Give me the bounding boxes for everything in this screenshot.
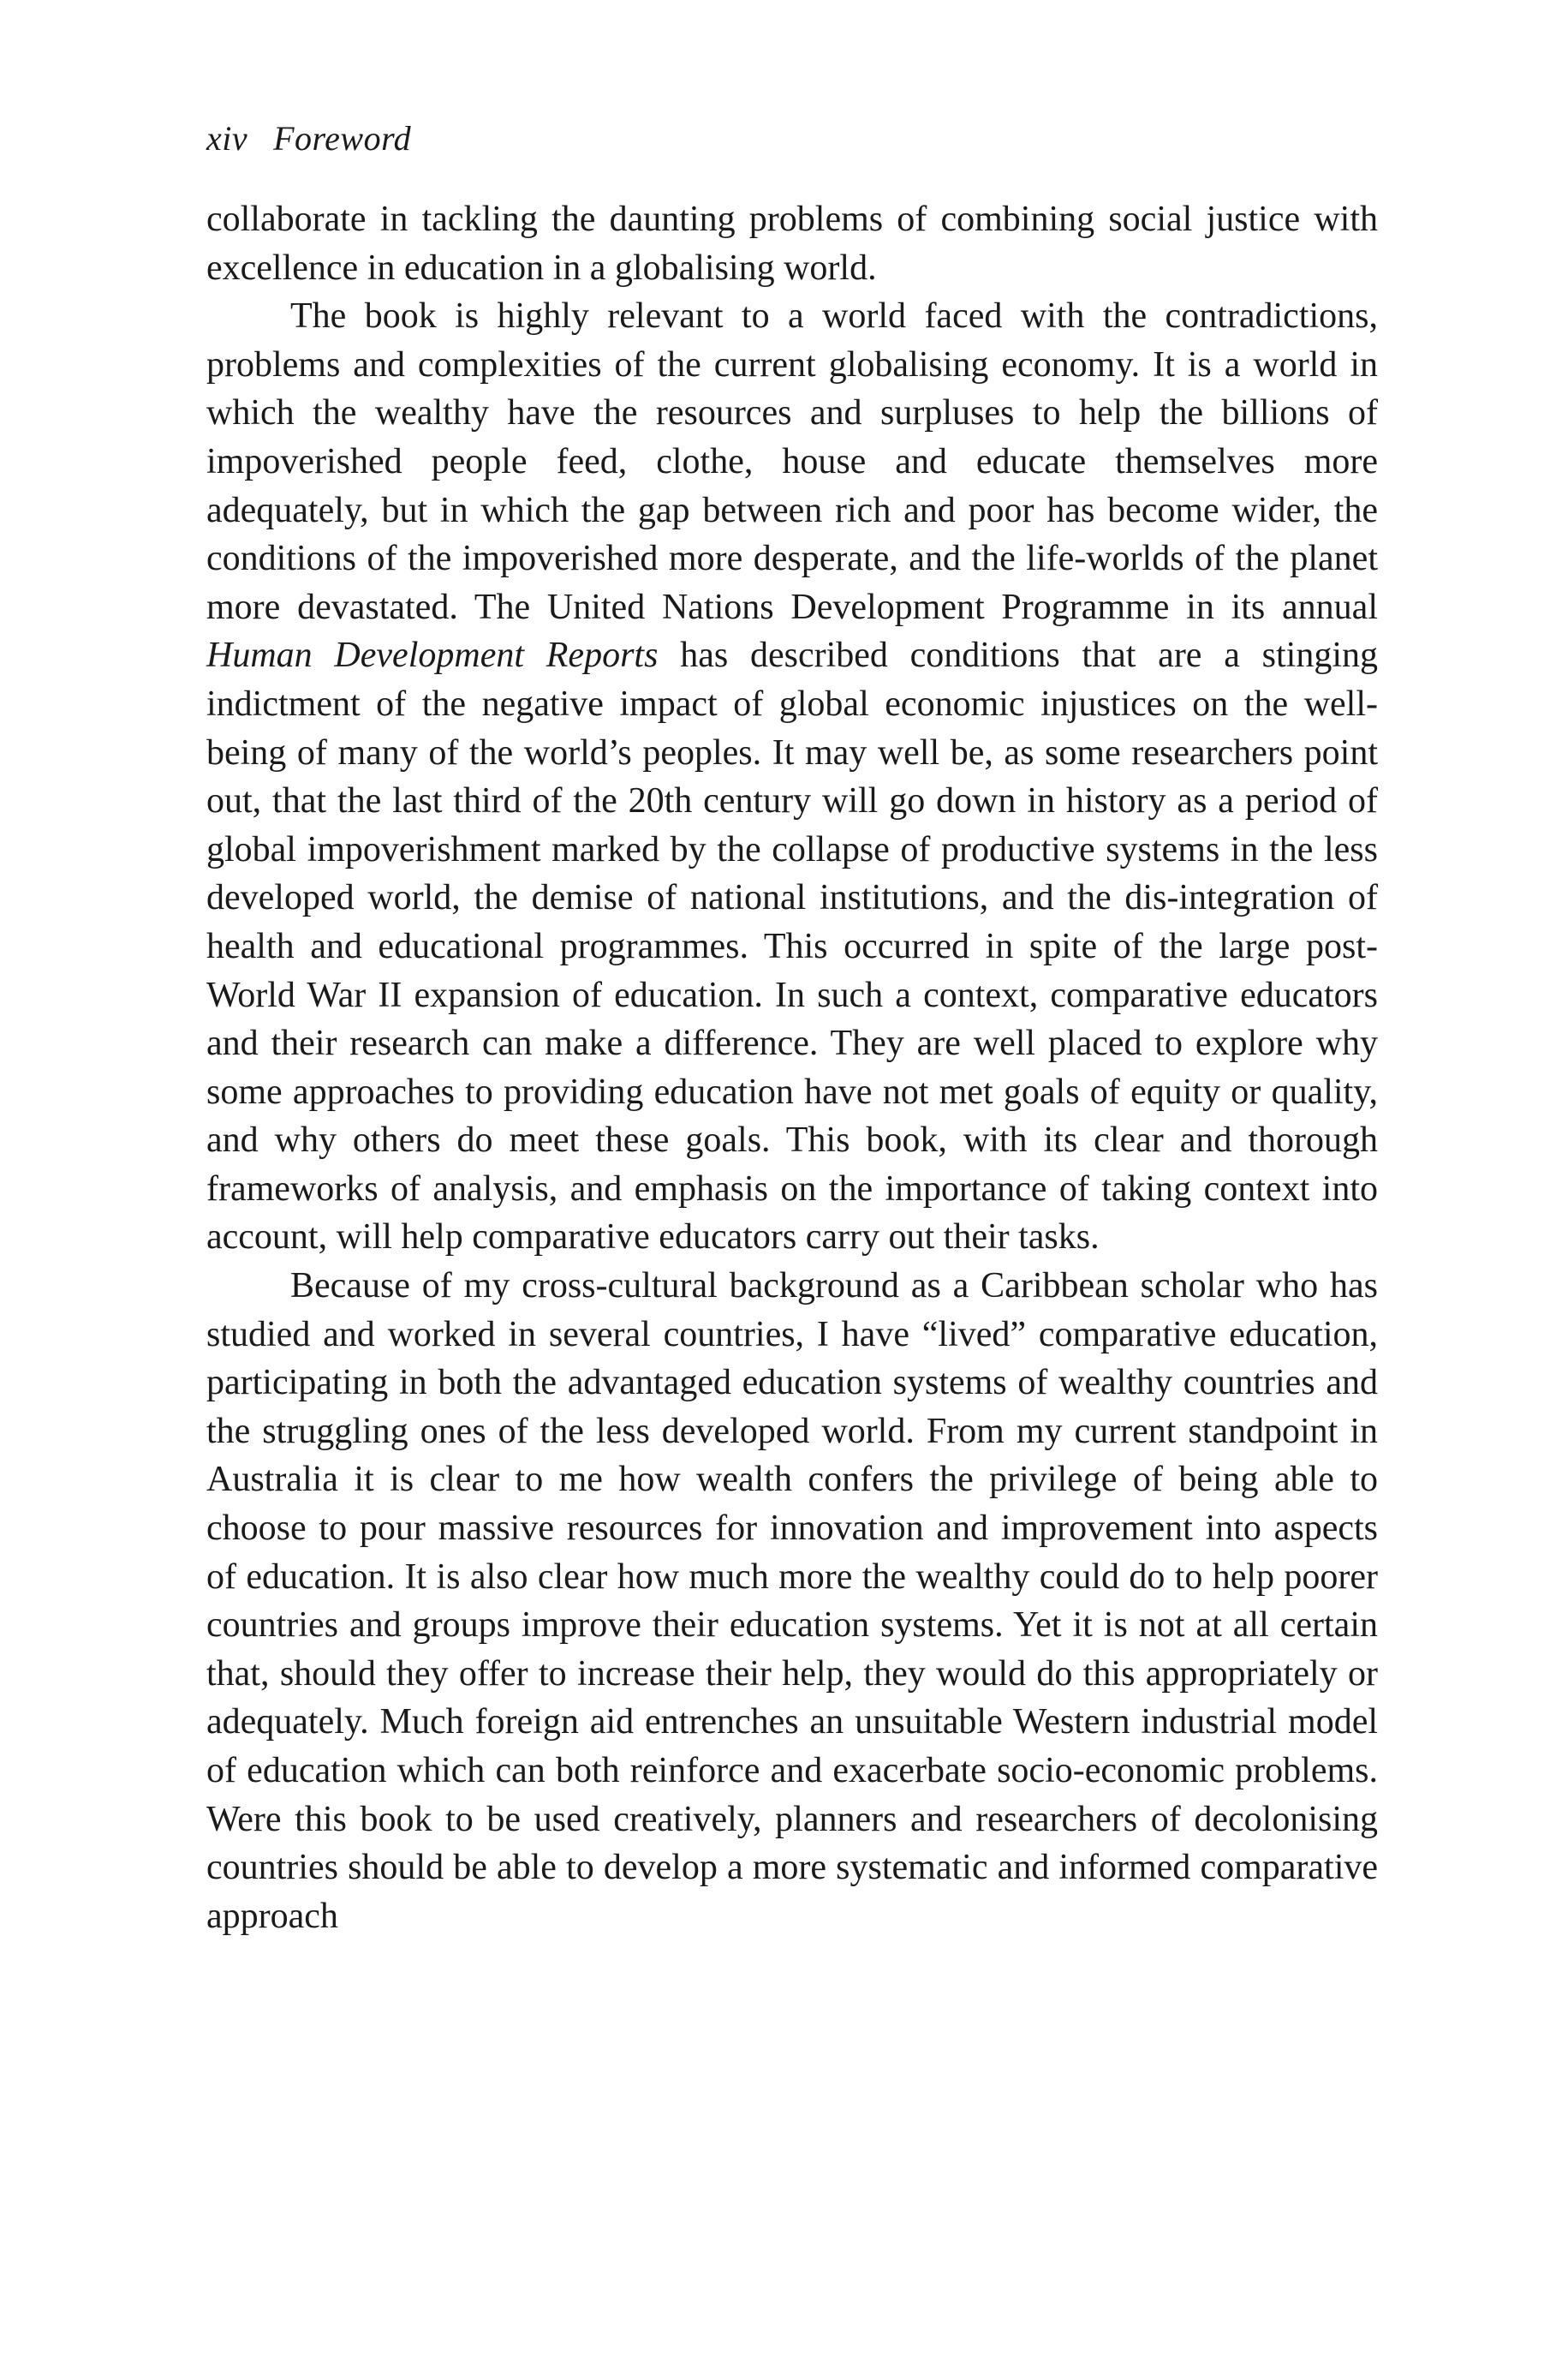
page-number: xiv bbox=[206, 119, 248, 158]
running-header bbox=[206, 118, 411, 158]
body-text bbox=[206, 195, 1378, 1940]
italic-report-title: Human Development Reports bbox=[206, 636, 659, 676]
paragraph-continuation: collaborate in tackling the daunting problems of combining social justice with excellence in education in a globalising world. bbox=[206, 200, 1378, 288]
paragraph-author-background: Because of my cross-cultural background as a Caribbean scholar who has studied and worked in several countries, I have “lived” comparative education, participating in both the advantaged education systems of wealthy countries and the struggling ones of the less developed world. From my current standpoint in Australia it is clear to me how wealth confers the privilege of being able to choose to pour massive resources for innovation and improvement into aspects of education. It is also clear how much more the wealthy could do to help poorer countries and groups improve their education systems. Yet it is not at all certain that, should they offer to increase their help, they would do this appropriately or adequately. Much foreign aid entrenches an unsuitable Western industrial model of education which can both reinforce and exacerbate socio-economic problems. Were this book to be used creatively, planners and researchers of decolonising countries should be able to develop a more systematic and informed comparative approach bbox=[206, 1266, 1378, 1936]
running-header-title: Foreword bbox=[273, 119, 412, 158]
paragraph-text: has described conditions that are a stinging indictment of the negative impact of global economic injustices on the well-being of many of the world’s peoples. It may well be, as some researchers point out, that the last third of the 20th century will go down in history as a period of global impoverishment marked by the collapse of productive systems in the less developed world, the demise of national institutions, and the dis-integration of health and educational programmes. This occurred in spite of the large post-World War II expansion of education. In such a context, comparative educators and their research can make a difference. They are well placed to explore why some approaches to providing education have not met goals of equity or quality, and why others do meet these goals. This book, with its clear and thorough frameworks of analysis, and emphasis on the importance of taking context into account, will help comparative educators carry out their tasks. bbox=[206, 636, 1378, 1258]
paragraph-book-relevance bbox=[206, 292, 1378, 1262]
paragraph-text: The book is highly relevant to a world faced with the contradictions, problems and complexities of the current globalising economy. It is a world in which the wealthy have the resources and surpluses to help the billions of impoverished people feed, clothe, house and educate themselves more adequately, but in which the gap between rich and poor has become wider, the conditions of the impoverished more desperate, and the life-worlds of the planet more devastated. The United Nations Development Programme in its annual bbox=[206, 296, 1378, 627]
